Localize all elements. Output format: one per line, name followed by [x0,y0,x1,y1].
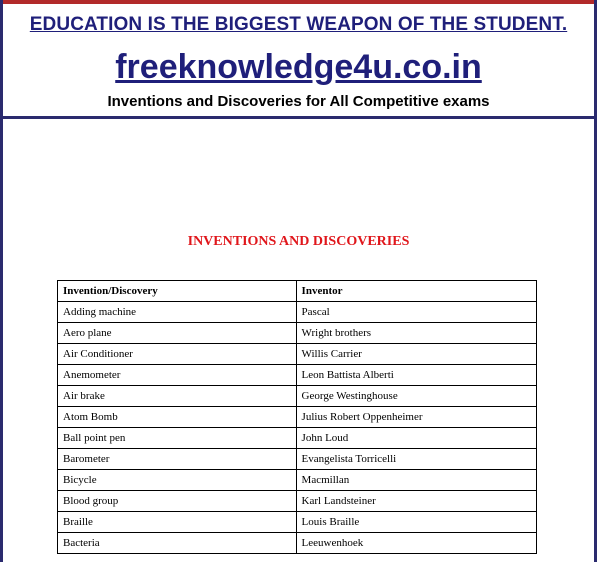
invention-cell: Bacteria [58,533,297,554]
inventor-cell: Leeuwenhoek [296,533,536,554]
table-row [58,449,537,470]
inventor-cell: Pascal [296,302,536,323]
table-row [58,323,537,344]
table-row [58,428,537,449]
invention-cell: Bicycle [58,470,297,491]
table-row [58,302,537,323]
invention-cell: Braille [58,512,297,533]
inventor-cell: Julius Robert Oppenheimer [296,407,536,428]
inventor-cell: Louis Braille [296,512,536,533]
inventor-cell: Evangelista Torricelli [296,449,536,470]
table-row [58,365,537,386]
slogan-heading: EDUCATION IS THE BIGGEST WEAPON OF THE STUDENT. [29,14,568,35]
table-row [58,344,537,365]
document-title: INVENTIONS AND DISCOVERIES [187,234,410,249]
inventor-cell: Wright brothers [296,323,536,344]
table-row [58,386,537,407]
page-header [3,4,594,116]
table-row [58,512,537,533]
site-link[interactable]: freeknowledge4u.co.in [115,48,482,86]
invention-cell: Atom Bomb [58,407,297,428]
invention-cell: Air Conditioner [58,344,297,365]
inventor-cell: Leon Battista Alberti [296,365,536,386]
tagline: Inventions and Discoveries for All Competitive exams [107,93,490,110]
invention-cell: Aero plane [58,323,297,344]
invention-cell: Anemometer [58,365,297,386]
invention-cell: Blood group [58,491,297,512]
invention-cell: Adding machine [58,302,297,323]
table-row [58,491,537,512]
column-header-inventor: Inventor [296,281,536,302]
table-row [58,533,537,554]
inventions-table [57,280,537,554]
column-header-invention: Invention/Discovery [58,281,297,302]
table-header-row [58,281,537,302]
inventor-cell: Karl Landsteiner [296,491,536,512]
invention-cell: Air brake [58,386,297,407]
inventor-cell: Willis Carrier [296,344,536,365]
inventor-cell: George Westinghouse [296,386,536,407]
invention-cell: Barometer [58,449,297,470]
table-row [58,407,537,428]
invention-cell: Ball point pen [58,428,297,449]
inventor-cell: Macmillan [296,470,536,491]
header-divider [3,116,594,119]
table-row [58,470,537,491]
inventor-cell: John Loud [296,428,536,449]
